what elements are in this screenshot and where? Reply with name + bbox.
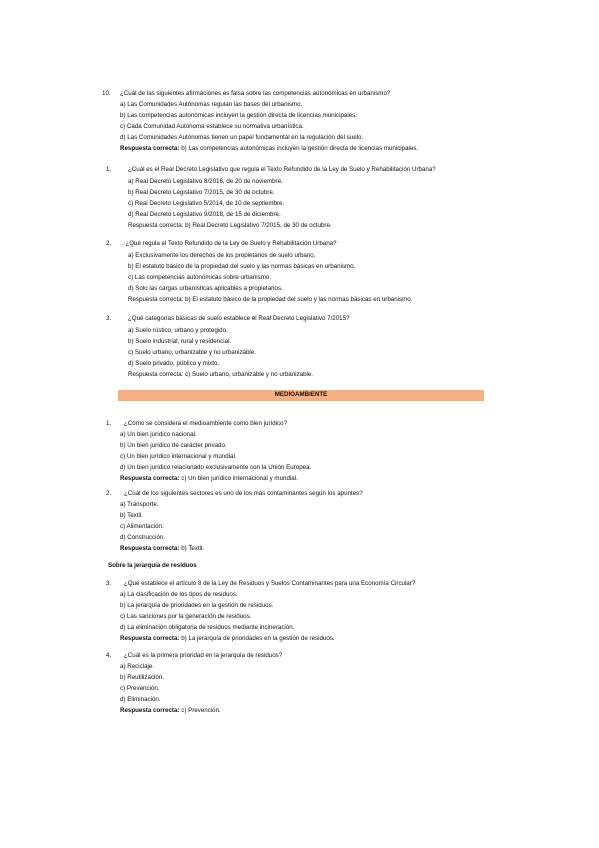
answer-text: c) Suelo urbano, urbanizable y no urbanizable. <box>183 371 314 379</box>
option-b: b) Un bien jurídico de carácter privado. <box>120 442 227 450</box>
question-block <box>106 491 363 552</box>
answer-text: b) Real Decreto Legislativo 7/2015, de 30 de octubre. <box>183 222 332 230</box>
answer-text: b) La jerarquía de prioridades en la gestión de residuos. <box>179 635 335 643</box>
option-a: a) Real Decreto Legislativo 8/2016, de 20 de noviembre. <box>128 178 283 186</box>
option-d: d) Un bien jurídico relacionado exclusivamente con la Unión Europea. <box>120 464 312 472</box>
question-number: 4. <box>106 652 112 659</box>
answer-label: Respuesta correcta: <box>128 296 184 304</box>
option-d: d) Real Decreto Legislativo 9/2018, de 15 de diciembre. <box>128 211 281 219</box>
question-number: 1. <box>106 420 112 427</box>
question-text: ¿Cuál de los siguientes sectores es uno de los más contaminantes según los apuntes? <box>124 490 363 497</box>
question-text: ¿Qué categorías básicas de suelo establece el Real Decreto Legislativo 7/2015? <box>128 315 350 322</box>
answer-line <box>128 223 436 229</box>
answer-text: c) Un bien jurídico internacional y mundial. <box>179 475 298 483</box>
question-text: ¿Cuál de las siguientes afirmaciones es falsa sobre las competencias autonómicas en urbanismo? <box>120 90 391 97</box>
option-d: d) Las Comunidades Autónomas tienen un papel fundamental en la regulación del suelo. <box>120 134 364 142</box>
option-c: c) Cada Comunidad Autónoma establece su normativa urbanística. <box>120 123 304 131</box>
answer-text: c) Prevención. <box>179 707 221 715</box>
question-text: ¿Cómo se considera el medioambiente como bien jurídico? <box>124 420 288 427</box>
question-text: ¿Cuál es el Real Decreto Legislativo que regula el Texto Refundido de la Ley de Suelo y Rehabilitación Urbana? <box>128 166 436 173</box>
answer-label: Respuesta correcta: <box>120 635 180 643</box>
option-b: b) El estatuto básico de la propiedad del suelo y las normas básicas en urbanismo. <box>128 263 356 271</box>
answer-line <box>120 546 363 552</box>
option-a: a) Suelo rústico, urbano y protegido. <box>128 327 228 335</box>
question-block <box>102 91 418 152</box>
option-b: b) Textil. <box>120 512 143 520</box>
section-banner <box>118 390 484 401</box>
option-b: b) La jerarquía de prioridades en la gestión de residuos. <box>120 602 274 610</box>
option-c: c) Las sanciones por la generación de residuos. <box>120 613 252 621</box>
answer-label: Respuesta correcta: <box>120 707 180 715</box>
option-c: c) Un bien jurídico internacional y mundial. <box>120 453 237 461</box>
answer-text: b) Textil. <box>179 545 205 553</box>
option-b: b) Suelo industrial, rural y residencial. <box>128 338 232 346</box>
option-d: d) Eliminación. <box>120 696 161 704</box>
question-number: 3. <box>106 315 112 322</box>
option-a: a) Transporte. <box>120 501 159 509</box>
option-b: b) Real Decreto Legislativo 7/2015, de 30 de octubre. <box>128 189 275 197</box>
question-text: ¿Cuál es la primera prioridad en la jerarquía de residuos? <box>124 652 283 659</box>
question-block <box>106 421 311 482</box>
answer-label: Respuesta correcta: <box>120 145 180 153</box>
question-block <box>106 653 282 714</box>
answer-line <box>120 636 415 642</box>
option-a: a) Reciclaje. <box>120 663 155 671</box>
question-number: 3. <box>106 580 112 587</box>
answer-label: Respuesta correcta: <box>120 545 180 553</box>
question-number: 1. <box>106 166 112 173</box>
option-b: b) Reutilización. <box>120 674 165 682</box>
question-number: 2. <box>106 490 112 497</box>
question-block <box>106 581 415 642</box>
option-c: c) Real Decreto Legislativo 5/2014, de 10 de septiembre. <box>128 200 285 208</box>
option-c: c) Las competencias autonómicas sobre urbanismo. <box>128 274 272 282</box>
answer-label: Respuesta correcta: <box>120 475 180 483</box>
option-c: c) Alimentación. <box>120 523 164 531</box>
section-banner-title: MEDIOAMBIENTE <box>274 391 328 399</box>
answer-label: Respuesta correcta: <box>128 222 184 230</box>
answer-text: b) Las competencias autonómicas incluyen la gestión directa de licencias municipales. <box>179 145 419 153</box>
answer-line <box>120 708 282 714</box>
option-c: c) Prevención. <box>120 685 160 693</box>
option-d: d) Construcción. <box>120 534 166 542</box>
answer-line <box>120 476 311 482</box>
question-number: 10. <box>102 90 111 97</box>
option-a: a) Un bien jurídico nacional. <box>120 431 197 439</box>
option-b: b) Las competencias autonómicas incluyen la gestión directa de licencias municipales. <box>120 112 357 120</box>
option-a: a) Exclusivamente los derechos de los propietarios de suelo urbano. <box>128 252 316 260</box>
option-c: c) Suelo urbano, urbanizable y no urbanizable. <box>128 349 256 357</box>
option-a: a) Las Comunidades Autónomas regulan las bases del urbanismo. <box>120 101 303 109</box>
question-block <box>106 167 436 229</box>
question-block <box>106 316 350 378</box>
option-d: d) La eliminación obligatoria de residuos mediante incineración. <box>120 624 295 632</box>
answer-text: b) El estatuto básico de la propiedad del suelo y las normas básicas en urbanismo. <box>183 296 413 304</box>
question-block <box>106 241 412 303</box>
question-text: ¿Qué establece el artículo 8 de la Ley de Residuos y Suelos Contaminantes para una Economía Circular? <box>124 580 416 587</box>
answer-line <box>128 297 412 303</box>
section-subheading: Sobre la jerarquía de residuos <box>108 562 197 569</box>
question-number: 2. <box>106 240 112 247</box>
question-text: . ¿Qué regula el Texto Refundido de la Ley de Suelo y Rehabilitación Urbana? <box>122 240 337 247</box>
option-d: d) Suelo privado, público y mixto. <box>128 360 220 368</box>
answer-line <box>120 146 418 152</box>
option-d: d) Solo las cargas urbanísticas aplicables a propietarios. <box>128 285 283 293</box>
option-a: a) La clasificación de los tipos de residuos. <box>120 591 238 599</box>
answer-label: Respuesta correcta: <box>128 371 184 379</box>
answer-line <box>128 372 350 378</box>
